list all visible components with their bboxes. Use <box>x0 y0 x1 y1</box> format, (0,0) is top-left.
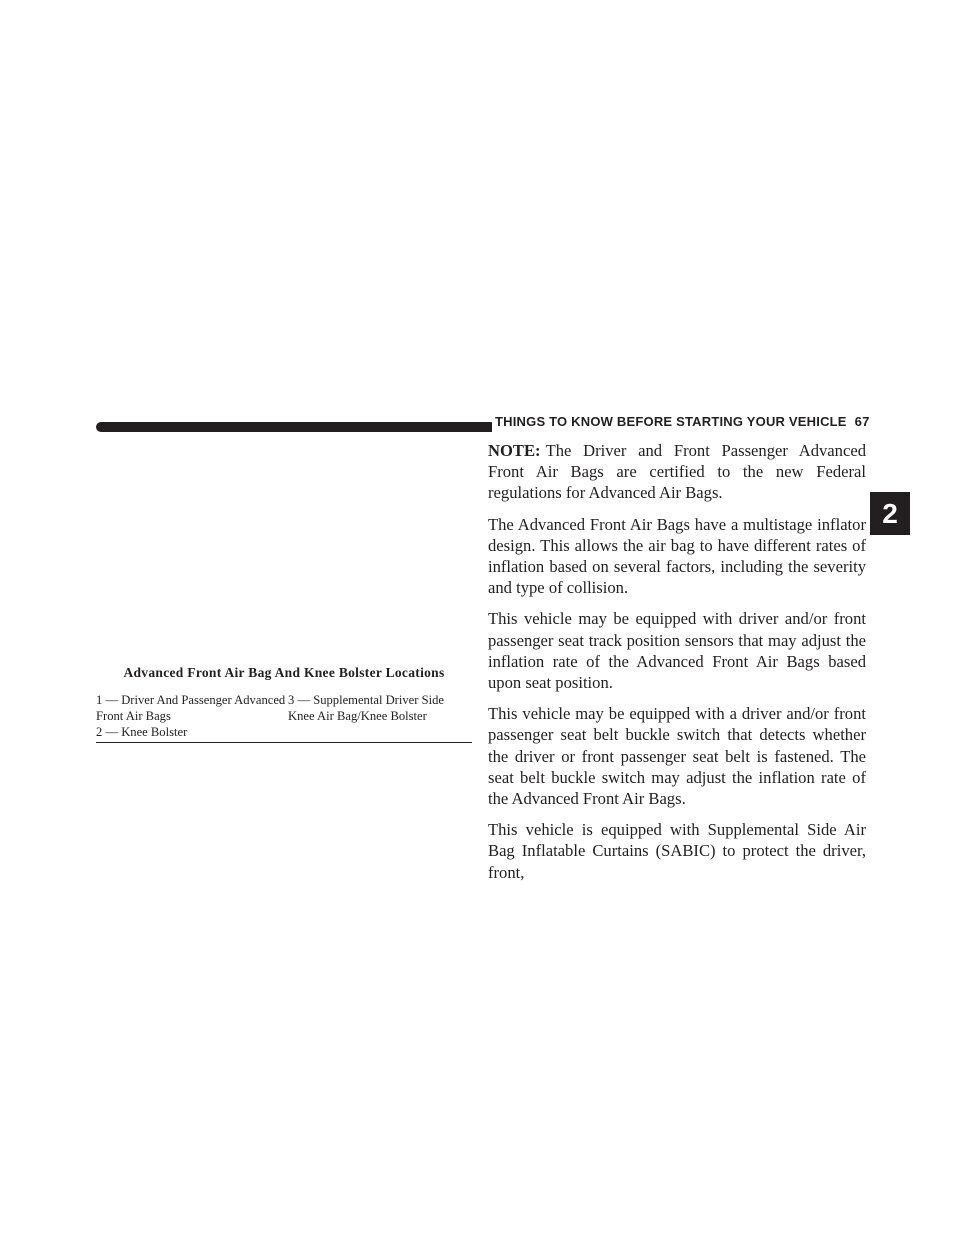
chapter-tab: 2 <box>870 492 910 535</box>
paragraph-sabic: This vehicle is equipped with Supplemental Side Air Bag Inflatable Curtains (SABIC) to protect the driver, front, <box>488 820 866 882</box>
running-header <box>495 414 870 429</box>
header-rule-bar <box>96 422 492 432</box>
body-text-column <box>488 440 866 893</box>
section-title: THINGS TO KNOW BEFORE STARTING YOUR VEHICLE <box>495 414 847 429</box>
figure-caption: Advanced Front Air Bag And Knee Bolster Locations <box>123 665 445 680</box>
note-text: The Driver and Front Passenger Advanced Front Air Bags are certified to the new Federal regulations for Advanced Air Bags. <box>488 441 866 503</box>
paragraph-seat-track-sensors: This vehicle may be equipped with driver and/or front passenger seat track position sensors that may adjust the inflation rate of the Advanced Front Air Bags based upon seat position. <box>488 609 866 693</box>
note-paragraph <box>488 440 866 504</box>
legend-item-1: 1 — Driver And Passenger Advanced Front Air Bags <box>96 693 286 723</box>
paragraph-multistage-inflator: The Advanced Front Air Bags have a multistage inflator design. This allows the air bag to have different rates of inflation based on several factors, including the severity and type of collision. <box>488 514 866 598</box>
legend-divider <box>96 742 472 743</box>
legend-item-3: 3 — Supplemental Driver Side Knee Air Bag/Knee Bolster <box>288 693 444 723</box>
page-number: 67 <box>854 414 870 429</box>
paragraph-buckle-switch: This vehicle may be equipped with a driver and/or front passenger seat belt buckle switch that detects whether the driver or front passenger seat belt is fastened. The seat belt buckle switch may adjust the inflation rate of the Advanced Front Air Bags. <box>488 704 866 809</box>
legend-column-right <box>288 692 472 724</box>
legend-item-2: 2 — Knee Bolster <box>96 725 188 739</box>
note-label: NOTE: <box>488 441 541 460</box>
legend-column-left <box>96 692 286 740</box>
